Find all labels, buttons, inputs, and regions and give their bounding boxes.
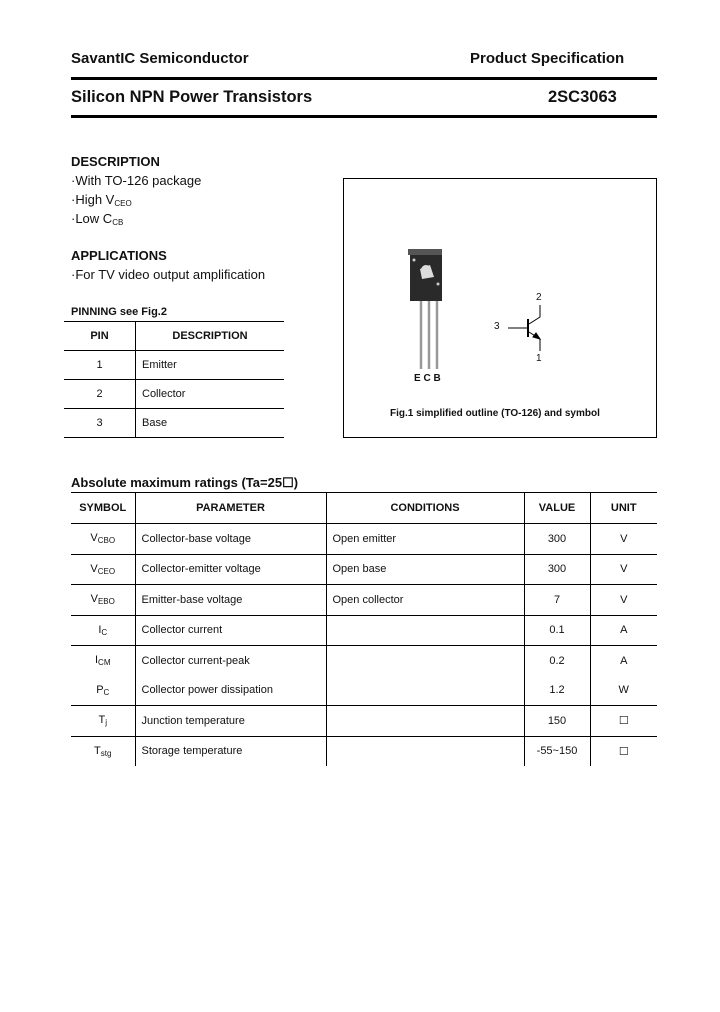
figure-caption: Fig.1 simplified outline (TO-126) and symbol — [390, 408, 600, 419]
unit-cell — [590, 585, 657, 616]
ratings-title: Absolute maximum ratings (Ta=25☐) — [71, 475, 299, 490]
col-value: VALUE — [524, 493, 590, 524]
pin-desc-cell: Base — [136, 409, 285, 438]
cell-text: V — [620, 563, 628, 576]
pin-label: 2 — [536, 292, 542, 303]
conditions-cell — [326, 676, 524, 706]
application-item: ·For TV video output amplification — [71, 267, 266, 282]
cell-text: 0.1 — [549, 624, 565, 637]
cell-text: 300 — [547, 563, 567, 576]
product-line: Silicon NPN Power Transistors — [71, 88, 313, 106]
table-row — [71, 585, 657, 616]
conditions-cell — [326, 706, 524, 737]
unit-cell — [590, 646, 657, 676]
cell-text: Collector power dissipation — [141, 684, 273, 697]
cell-text: W — [618, 684, 629, 697]
table-row — [71, 615, 657, 646]
unit-cell — [590, 706, 657, 737]
symbol-cell — [71, 676, 135, 706]
symbol-cell — [71, 646, 135, 676]
cell-subscript: EBO — [97, 597, 115, 607]
cell-text: Collector current-peak — [141, 654, 250, 667]
symbol-cell — [71, 585, 135, 616]
parameter-cell — [135, 706, 326, 737]
table-row — [64, 380, 284, 409]
item-text: ·Low C — [71, 211, 113, 226]
cell-text: I — [98, 623, 102, 636]
description-title: DESCRIPTION — [71, 154, 160, 169]
unit-cell — [590, 676, 657, 706]
cell-subscript: j — [105, 718, 107, 728]
value-cell — [524, 585, 590, 616]
pin-cell: 1 — [64, 351, 136, 380]
col-description: DESCRIPTION — [136, 322, 285, 351]
ratings-table — [71, 492, 657, 766]
value-cell — [524, 615, 590, 646]
symbol-cell — [71, 554, 135, 585]
company-name: SavantIC Semiconductor — [71, 50, 249, 67]
unit-cell — [590, 736, 657, 766]
description-item: ·With TO-126 package — [71, 173, 202, 188]
cell-subscript: C — [103, 687, 110, 697]
pin-cell: 3 — [64, 409, 136, 438]
col-parameter: PARAMETER — [135, 493, 326, 524]
value-cell — [524, 736, 590, 766]
parameter-cell — [135, 554, 326, 585]
cell-text: V — [90, 532, 98, 545]
cell-text: 1.2 — [549, 684, 565, 697]
parameter-cell — [135, 646, 326, 676]
table-row — [71, 554, 657, 585]
conditions-cell — [326, 736, 524, 766]
parameter-cell — [135, 615, 326, 646]
header-rule-bottom — [71, 115, 657, 118]
cell-text: -55~150 — [536, 745, 578, 758]
description-item — [71, 211, 123, 227]
pin-desc-cell: Collector — [136, 380, 285, 409]
col-conditions: CONDITIONS — [326, 493, 524, 524]
value-cell — [524, 646, 590, 676]
value-cell — [524, 524, 590, 555]
parameter-cell — [135, 524, 326, 555]
table-row — [71, 676, 657, 706]
cell-text: Collector-base voltage — [141, 532, 251, 545]
unit-cell — [590, 554, 657, 585]
value-cell — [524, 706, 590, 737]
cell-text: A — [620, 624, 628, 637]
cell-text: Junction temperature — [141, 714, 245, 727]
pin-desc-cell: Emitter — [136, 351, 285, 380]
cell-text: Collector current — [141, 624, 223, 637]
cell-text: T — [94, 744, 101, 757]
cell-text: 300 — [547, 532, 567, 545]
applications-title: APPLICATIONS — [71, 248, 167, 263]
table-header — [64, 322, 284, 351]
conditions-cell — [326, 554, 524, 585]
description-item — [71, 192, 132, 208]
cell-text: Open collector — [332, 593, 404, 606]
cell-text: ☐ — [618, 715, 629, 728]
item-text: ·High V — [71, 192, 115, 207]
col-unit: UNIT — [590, 493, 657, 524]
table-row — [71, 706, 657, 737]
cell-subscript: stg — [100, 748, 112, 758]
cell-text: Open base — [332, 563, 387, 576]
cell-text: 0.2 — [549, 654, 565, 667]
symbol-cell — [71, 615, 135, 646]
cell-text: Open emitter — [332, 532, 397, 545]
unit-cell — [590, 615, 657, 646]
cell-text: A — [620, 654, 628, 667]
doc-type: Product Specification — [470, 50, 625, 67]
conditions-cell — [326, 524, 524, 555]
part-number: 2SC3063 — [548, 88, 617, 106]
cell-text: V — [620, 593, 628, 606]
conditions-cell — [326, 646, 524, 676]
cell-text: V — [620, 532, 628, 545]
col-pin: PIN — [64, 322, 136, 351]
cell-text: 150 — [547, 714, 567, 727]
cell-text: Emitter-base voltage — [141, 593, 243, 606]
table-row — [71, 736, 657, 766]
cell-subscript: CEO — [97, 566, 116, 576]
conditions-cell — [326, 615, 524, 646]
cell-text: T — [98, 714, 106, 727]
cell-text: V — [90, 562, 98, 575]
cell-subscript: CBO — [97, 536, 116, 546]
table-header — [71, 493, 657, 524]
conditions-cell — [326, 585, 524, 616]
cell-text: Collector-emitter voltage — [141, 563, 261, 576]
table-row — [71, 524, 657, 555]
cell-subscript: C — [101, 627, 108, 637]
col-symbol: SYMBOL — [71, 493, 135, 524]
pinning-title: PINNING see Fig.2 — [71, 306, 167, 318]
cell-text: I — [94, 654, 99, 667]
item-sub: CB — [112, 218, 124, 227]
cell-text: P — [96, 683, 104, 696]
figure-box — [343, 178, 657, 438]
value-cell — [524, 676, 590, 706]
table-row — [64, 409, 284, 438]
symbol-cell — [71, 706, 135, 737]
unit-cell — [590, 524, 657, 555]
header-rule-top — [71, 77, 657, 80]
cell-subscript: CM — [98, 658, 111, 668]
parameter-cell — [135, 676, 326, 706]
pinning-table — [64, 321, 284, 438]
symbol-cell — [71, 524, 135, 555]
pin-label: 1 — [536, 353, 542, 364]
cell-text: ☐ — [618, 745, 629, 758]
table-row — [64, 351, 284, 380]
parameter-cell — [135, 736, 326, 766]
cell-text: V — [90, 593, 98, 606]
table-row — [71, 646, 657, 676]
transistor-outline-image — [344, 179, 656, 437]
symbol-cell — [71, 736, 135, 766]
cell-text: Storage temperature — [141, 745, 243, 758]
value-cell — [524, 554, 590, 585]
item-sub: CEO — [114, 199, 132, 208]
lead-labels: E C B — [414, 373, 441, 384]
parameter-cell — [135, 585, 326, 616]
pin-label: 3 — [494, 321, 500, 332]
npn-symbol-icon — [508, 305, 540, 351]
pin-cell: 2 — [64, 380, 136, 409]
cell-text: 7 — [553, 593, 561, 606]
